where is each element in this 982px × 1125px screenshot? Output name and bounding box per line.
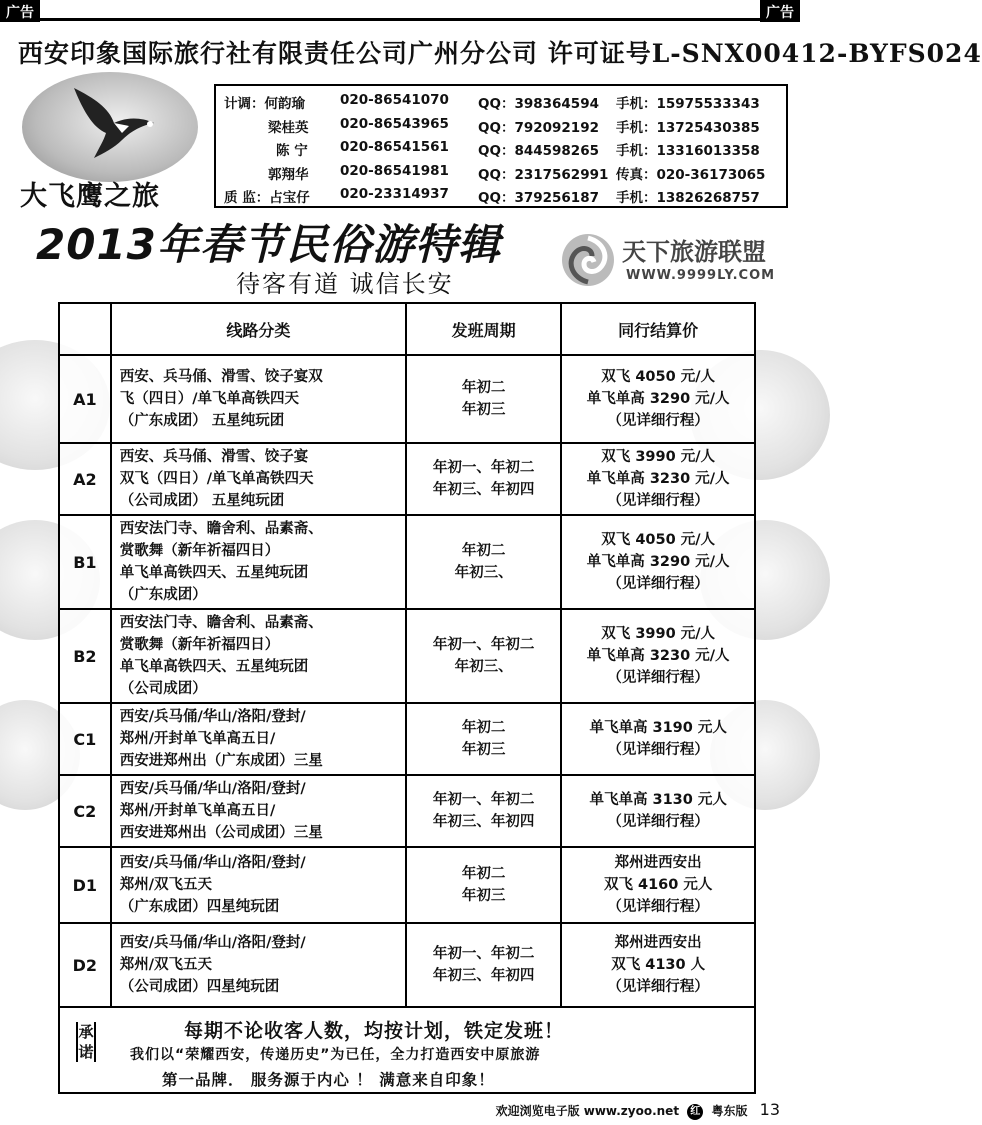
price-line: 双飞 4050 元/人 (601, 369, 716, 385)
contact-name: 质 监：占宝仔 (224, 190, 310, 206)
contact-name: 梁桂英 (268, 119, 309, 136)
footer-badge: 红 (687, 1104, 703, 1120)
contact-mobile: 手机：13826268757 (616, 190, 760, 206)
desc-line: 西安进郑州出（广东成团）三星 (119, 753, 323, 769)
price-line: 双飞 4130 人 (611, 957, 706, 973)
route-code: C1 (59, 703, 111, 775)
table-header-row (59, 303, 755, 355)
route-schedule (406, 355, 561, 443)
contact-phone: 020-86541561 (340, 139, 449, 155)
desc-line: 双飞（四日）/单飞单高铁四天 (119, 471, 314, 487)
sched-line: 年初一、年初二 (432, 637, 535, 653)
desc-line: 西安、兵马俑、滑雪、饺子宴 (119, 449, 309, 465)
desc-line: （公司成团） 五星纯玩团 (119, 493, 285, 509)
route-desc (111, 923, 406, 1007)
price-line: 双飞 4160 元人 (603, 877, 713, 893)
route-schedule (406, 703, 561, 775)
promise-box (58, 1006, 756, 1094)
contact-row (224, 161, 778, 185)
route-desc (111, 443, 406, 515)
header-blank (59, 303, 111, 355)
contact-qq: QQ：844598265 (478, 143, 599, 159)
price-line: 双飞 3990 元/人 (601, 626, 716, 642)
route-code: D1 (59, 847, 111, 923)
contact-phone: 020-86543965 (340, 115, 449, 132)
desc-line: 郑州/开封单飞单高五日/ (119, 803, 276, 819)
desc-line: 郑州/开封单飞单高五日/ (119, 731, 276, 747)
route-code: B2 (59, 609, 111, 703)
table-row (59, 923, 755, 1007)
sched-line: 年初三 (461, 888, 506, 904)
route-price (561, 355, 755, 443)
route-schedule (406, 847, 561, 923)
desc-line: 西安法门寺、瞻舍利、品素斋、 (119, 615, 323, 631)
route-desc (111, 775, 406, 847)
sched-line: 年初一、年初二 (432, 792, 535, 808)
desc-line: 郑州/双飞五天 (119, 957, 213, 973)
route-table (58, 302, 756, 1008)
ad-tag-right: 广告 (760, 0, 800, 22)
sched-line: 年初一、年初二 (432, 460, 535, 476)
contact-row (224, 90, 778, 114)
table-row (59, 355, 755, 443)
sched-line: 年初三 (461, 742, 506, 758)
table-row (59, 609, 755, 703)
price-line: 郑州进西安出 (614, 935, 702, 951)
price-line: 郑州进西安出 (614, 855, 702, 871)
logo (14, 72, 214, 212)
sched-line: 年初三、年初四 (432, 814, 535, 830)
header-schedule: 发班周期 (406, 303, 561, 355)
route-price (561, 609, 755, 703)
desc-line: （公司成团） (119, 681, 207, 697)
route-desc (111, 355, 406, 443)
price-line: （见详细行程） (607, 493, 709, 509)
route-schedule (406, 923, 561, 1007)
contact-phone: 020-23314937 (340, 186, 449, 202)
header-route: 线路分类 (111, 303, 406, 355)
promise-label: 承诺 (76, 1022, 96, 1062)
route-code: B1 (59, 515, 111, 609)
contact-qq: QQ：2317562991 (478, 166, 609, 183)
desc-line: （广东成团） (119, 587, 207, 603)
desc-line: 西安法门寺、瞻舍利、品素斋、 (119, 521, 323, 537)
price-line: （见详细行程） (607, 670, 709, 686)
desc-line: 西安/兵马俑/华山/洛阳/登封/ (119, 709, 306, 725)
route-code: A2 (59, 443, 111, 515)
route-code: D2 (59, 923, 111, 1007)
price-line: （见详细行程） (607, 979, 709, 995)
footer-text: 欢迎浏览电子版 www.zyoo.net (495, 1104, 680, 1118)
sched-line: 年初三 (461, 402, 506, 418)
price-line: （见详细行程） (607, 899, 709, 915)
slogan: 待客有道 诚信长安 (236, 270, 454, 298)
header-price: 同行结算价 (561, 303, 755, 355)
price-line: 单飞单高 3290 元/人 (586, 554, 730, 570)
desc-line: 西安进郑州出（公司成团）三星 (119, 825, 323, 841)
contact-mobile: 手机：13316013358 (616, 143, 760, 159)
route-desc (111, 703, 406, 775)
route-desc (111, 609, 406, 703)
sched-line: 年初二 (461, 380, 506, 396)
desc-line: （广东成团） 五星纯玩团 (119, 413, 285, 429)
top-rule (0, 18, 800, 21)
route-price (561, 775, 755, 847)
table-row (59, 443, 755, 515)
route-schedule (406, 515, 561, 609)
sched-line: 年初二 (461, 866, 506, 882)
contact-qq: QQ：792092192 (478, 119, 599, 136)
route-schedule (406, 609, 561, 703)
table-row (59, 515, 755, 609)
contact-phone: 020-86541070 (340, 92, 449, 108)
league-name: 天下旅游联盟 (622, 238, 766, 266)
price-line: 单飞单高 3130 元人 (589, 792, 727, 808)
route-price (561, 923, 755, 1007)
table-row (59, 775, 755, 847)
league-logo (560, 230, 790, 290)
sched-line: 年初二 (461, 543, 506, 559)
contact-name: 陈 宁 (276, 143, 308, 159)
price-line: （见详细行程） (607, 413, 709, 429)
sched-line: 年初三、年初四 (432, 482, 535, 498)
price-line: 单飞单高 3190 元人 (589, 720, 727, 736)
league-url: WWW.9999LY.COM (626, 268, 776, 283)
promise-line: 我们以“荣耀西安，传递历史”为已任，全力打造西安中原旅游 (130, 1047, 541, 1063)
contact-mobile: 传真：020-36173065 (616, 166, 766, 183)
logo-title: 大飞鹰之旅 (20, 181, 160, 212)
company-heading: 西安印象国际旅行社有限责任公司广州分公司 许可证号L-SNX00412-BYFS024 (18, 39, 982, 68)
sched-line: 年初三、年初四 (432, 968, 535, 984)
desc-line: 赏歌舞（新年祈福四日） (119, 543, 280, 559)
ad-tag-left: 广告 (0, 0, 40, 22)
route-code: C2 (59, 775, 111, 847)
contact-row (224, 137, 778, 161)
swirl-icon (560, 232, 616, 288)
sched-line: 年初三、 (454, 565, 513, 581)
route-schedule (406, 775, 561, 847)
desc-line: 西安、兵马俑、滑雪、饺子宴双 (119, 369, 323, 385)
price-line: （见详细行程） (607, 742, 709, 758)
price-line: 单飞单高 3230 元/人 (586, 648, 730, 664)
promise-line: 每期不论收客人数，均按计划，铁定发班！ (184, 1020, 565, 1042)
route-schedule (406, 443, 561, 515)
desc-line: 飞（四日）/单飞单高铁四天 (119, 391, 300, 407)
contact-box (214, 84, 788, 208)
desc-line: （广东成团）四星纯玩团 (119, 899, 280, 915)
contact-qq: QQ：398364594 (478, 96, 599, 112)
contact-mobile: 手机：13725430385 (616, 119, 760, 136)
contact-name: 计调：何韵瑜 (224, 96, 305, 112)
route-code: A1 (59, 355, 111, 443)
contact-row (224, 114, 778, 138)
contact-qq: QQ：379256187 (478, 190, 599, 206)
desc-line: 单飞单高铁四天、五星纯玩团 (119, 659, 309, 675)
route-price (561, 703, 755, 775)
sched-line: 年初二 (461, 720, 506, 736)
footer (496, 1100, 780, 1120)
route-price (561, 847, 755, 923)
desc-line: 西安/兵马俑/华山/洛阳/登封/ (119, 781, 306, 797)
desc-line: 单飞单高铁四天、五星纯玩团 (119, 565, 309, 581)
price-line: 双飞 3990 元/人 (601, 449, 716, 465)
price-line: 单飞单高 3230 元/人 (586, 471, 730, 487)
desc-line: 西安/兵马俑/华山/洛阳/登封/ (119, 855, 306, 871)
page-number: 13 (759, 1100, 780, 1119)
footer-edition: 粤东版 (711, 1104, 748, 1118)
route-price (561, 443, 755, 515)
price-line: （见详细行程） (607, 814, 709, 830)
contact-mobile: 手机：15975533343 (616, 96, 760, 112)
route-price (561, 515, 755, 609)
table-row (59, 703, 755, 775)
sched-line: 年初一、年初二 (432, 946, 535, 962)
sched-line: 年初三、 (454, 659, 513, 675)
table-row (59, 847, 755, 923)
eagle-icon (54, 78, 174, 168)
price-line: 单飞单高 3290 元/人 (586, 391, 730, 407)
price-line: （见详细行程） (607, 576, 709, 592)
desc-line: 西安/兵马俑/华山/洛阳/登封/ (119, 935, 306, 951)
route-desc (111, 515, 406, 609)
desc-line: 郑州/双飞五天 (119, 877, 213, 893)
contact-name: 郭翔华 (268, 166, 309, 183)
desc-line: （公司成团）四星纯玩团 (119, 979, 280, 995)
promise-line: 第一品牌． 服务源于内心 ！ 满意来自印象！ (162, 1071, 495, 1089)
banner-title: 2013年春节民俗游特辑 (36, 220, 501, 269)
contact-row (224, 184, 778, 208)
contact-phone: 020-86541981 (340, 162, 449, 179)
desc-line: 赏歌舞（新年祈福四日） (119, 637, 280, 653)
route-desc (111, 847, 406, 923)
price-line: 双飞 4050 元/人 (601, 532, 716, 548)
